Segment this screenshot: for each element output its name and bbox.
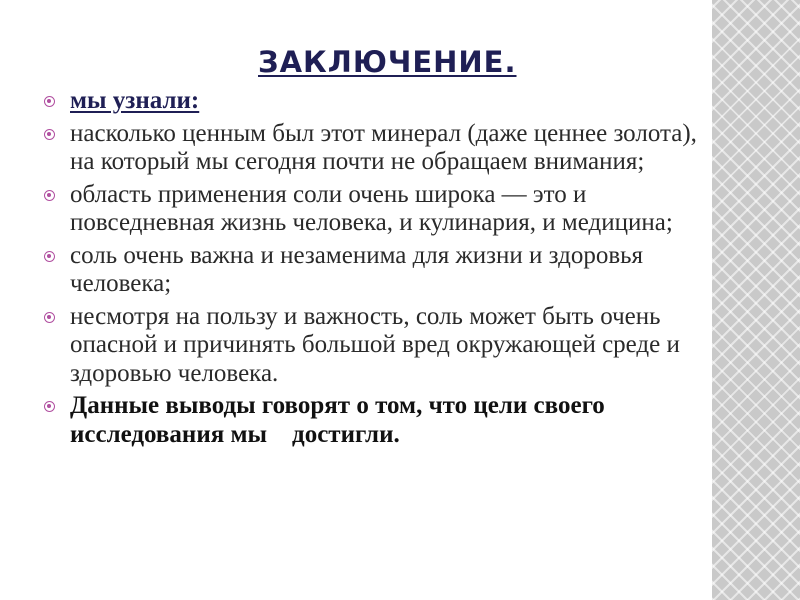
bullet-icon <box>44 312 55 323</box>
bullet-text: область применения соли очень широка — это и повседневная жизнь человека, и кулинария, и медицина; <box>70 180 673 236</box>
bullet-text: насколько ценным был этот минерал (даже ценнее золота), на который мы сегодня почти не обращаем внимания; <box>70 119 697 175</box>
list-item <box>44 120 710 177</box>
list-item <box>44 242 710 299</box>
bullet-icon <box>44 96 55 107</box>
list-item <box>44 303 710 389</box>
bullet-list <box>44 87 710 453</box>
list-item-conclusion <box>44 392 710 449</box>
bullet-icon <box>44 251 55 262</box>
bullet-icon <box>44 401 55 412</box>
conclusion-text: Данные выводы говорят о том, что цели своего исследования мы достигли. <box>70 392 612 448</box>
list-item <box>44 181 710 238</box>
bullet-icon <box>44 190 55 201</box>
list-item-subtitle <box>44 87 710 116</box>
bullet-text: соль очень важна и незаменима для жизни и здоровья человека; <box>70 241 644 297</box>
bullet-text: несмотря на пользу и важность, соль может быть очень опасной и причинять большой вред окружающей среде и здоровью человека. <box>70 302 680 387</box>
bullet-icon <box>44 129 55 140</box>
side-pattern-decoration <box>712 0 800 600</box>
slide-title: ЗАКЛЮЧЕНИЕ. <box>258 45 517 79</box>
subtitle: мы узнали: <box>70 87 200 114</box>
